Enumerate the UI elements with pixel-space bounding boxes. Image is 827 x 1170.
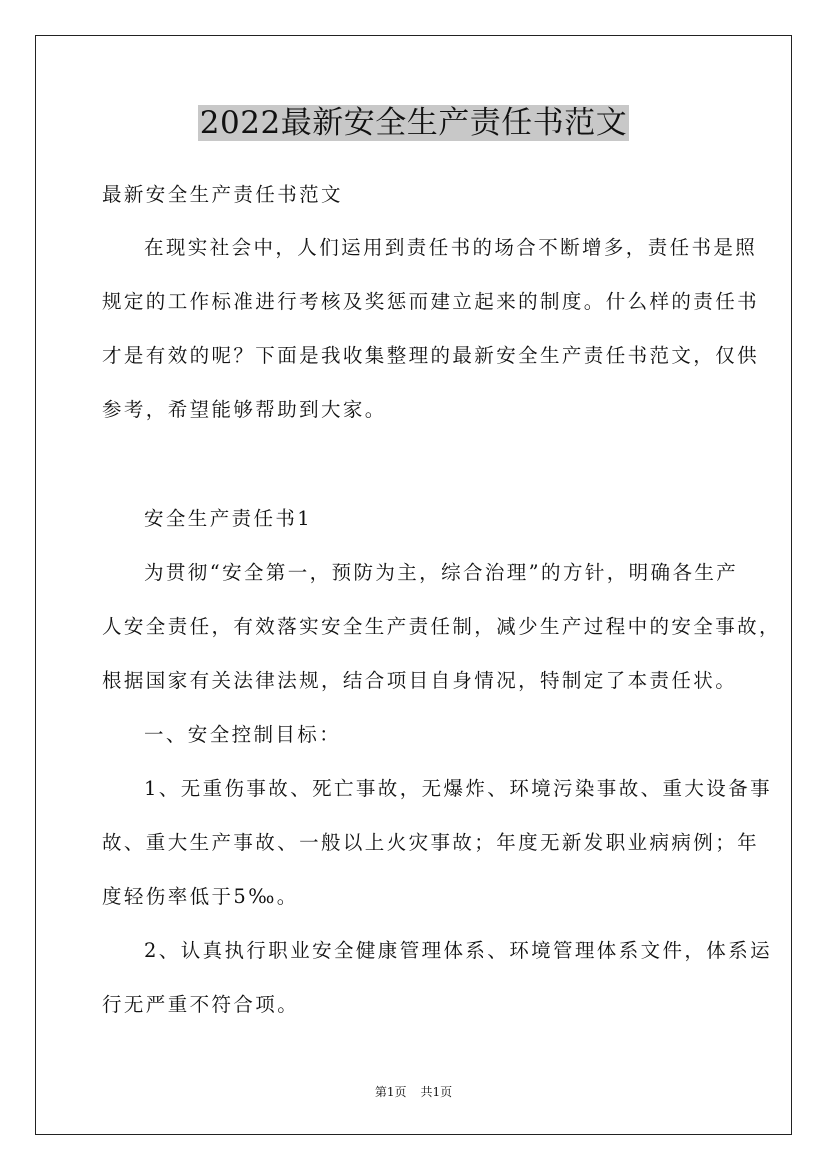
document-title <box>0 104 827 142</box>
paragraph-line: 规定的工作标准进行考核及奖惩而建立起来的制度。什么样的责任书 <box>102 290 760 313</box>
paragraph-line: 故、重大生产事故、一般以上火灾事故；年度无新发职业病病例；年 <box>102 831 760 854</box>
paragraph-line: 为贯彻“安全第一，预防为主，综合治理”的方针，明确各生产 <box>144 561 739 584</box>
paragraph-line: 度轻伤率低于5‰。 <box>102 885 299 908</box>
paragraph-line: 才是有效的呢？下面是我收集整理的最新安全生产责任书范文，仅供 <box>102 344 760 367</box>
paragraph-line: 在现实社会中，人们运用到责任书的场合不断增多，责任书是照 <box>144 236 758 259</box>
document-title-text: 2022最新安全生产责任书范文 <box>199 105 628 141</box>
list-heading: 一、安全控制目标： <box>144 723 342 746</box>
section-heading: 安全生产责任书1 <box>144 507 313 530</box>
paragraph-line: 行无严重不符合项。 <box>102 993 300 1016</box>
page-total: 共1页 <box>420 1085 453 1099</box>
paragraph-line: 人安全责任，有效落实安全生产责任制，减少生产过程中的安全事故， <box>102 615 781 638</box>
paragraph-line: 根据国家有关法律法规，结合项目自身情况，特制定了本责任状。 <box>102 669 738 692</box>
paragraph-line: 2、认真执行职业安全健康管理体系、环境管理体系文件，体系运 <box>144 939 773 962</box>
page-number: 第1页 <box>374 1085 407 1099</box>
page-footer <box>0 1084 827 1100</box>
subtitle-line: 最新安全生产责任书范文 <box>102 183 343 206</box>
paragraph-line: 1、无重伤事故、死亡事故，无爆炸、环境污染事故、重大设备事 <box>144 777 773 800</box>
paragraph-line: 参考，希望能够帮助到大家。 <box>102 398 387 421</box>
